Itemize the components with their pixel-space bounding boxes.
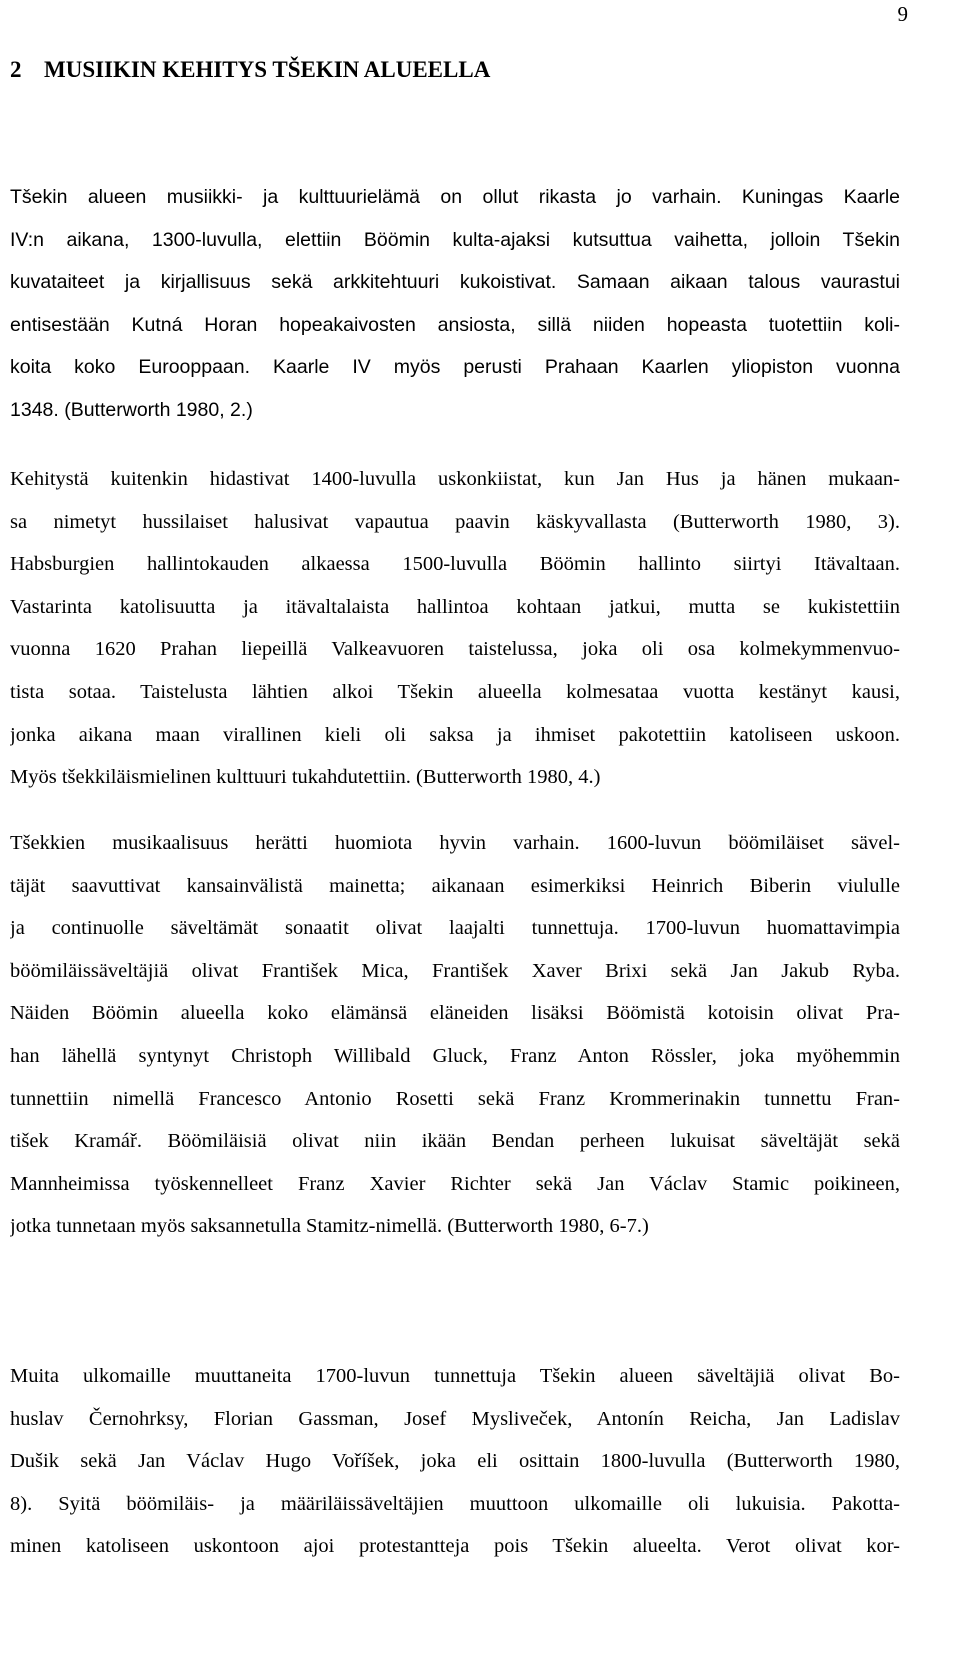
paragraph-3 [10, 822, 900, 1248]
paragraph-line: Dušik sekä Jan Václav Hugo Voříšek, joka eli osittain 1800-luvulla (Butterworth 1980, [10, 1450, 900, 1473]
paragraph-line: han lähellä syntynyt Christoph Willibald Gluck, Franz Anton Rössler, joka myöhemmin [10, 1044, 900, 1067]
paragraph-line: Habsburgien hallintokauden alkaessa 1500-luvulla Böömin hallinto siirtyi Itävaltaan. [10, 553, 900, 576]
paragraph-line: tista sotaa. Taistelusta lähtien alkoi Tšekin alueella kolmesataa vuotta kestänyt kausi, [10, 680, 900, 703]
paragraph-4 [10, 1355, 900, 1568]
paragraph-line: tišek Kramář. Böömiläisiä olivat niin ikään Bendan perheen lukuisat säveltäjät sekä [10, 1130, 900, 1153]
paragraph-line: tunnettiin nimellä Francesco Antonio Rosetti sekä Franz Krommerinakin tunnettu Fran- [10, 1087, 900, 1110]
paragraph-line: Muita ulkomaille muuttaneita 1700-luvun tunnettuja Tšekin alueen säveltäjiä olivat Bo- [10, 1365, 900, 1387]
paragraph-line: Kehitystä kuitenkin hidastivat 1400-luvulla uskonkiistat, kun Jan Hus ja hänen mukaan- [10, 468, 900, 490]
paragraph-line: minen katoliseen uskontoon ajoi protestantteja pois Tšekin alueelta. Verot olivat kor- [10, 1535, 900, 1558]
paragraph-line: Tšekkien musikaalisuus herätti huomiota hyvin varhain. 1600-luvun böömiläiset sävel- [10, 832, 900, 854]
paragraph-line: kuvataiteet ja kirjallisuus sekä arkkitehtuuri kukoistivat. Samaan aikaan talous vaurastui [10, 271, 900, 294]
paragraph-line: jonka aikana maan virallinen kieli oli saksa ja ihmiset pakotettiin katoliseen uskoon. [10, 723, 900, 746]
paragraph-line: Vastarinta katolisuutta ja itävaltalaista hallintoa kohtaan jatkui, mutta se kukistettiin [10, 595, 900, 618]
paragraph-line: ja continuolle säveltämät sonaatit olivat laajalti tunnettuja. 1700-luvun huomattavimpia [10, 917, 900, 940]
paragraph-line: vuonna 1620 Prahan liepeillä Valkeavuoren taistelussa, joka oli osa kolmekymmenvuo- [10, 638, 900, 661]
paragraph-1 [10, 176, 900, 432]
section-title: MUSIIKIN KEHITYS TŠEKIN ALUEELLA [44, 57, 491, 82]
paragraph-line: böömiläissäveltäjiä olivat František Mica, František Xaver Brixi sekä Jan Jakub Ryba. [10, 959, 900, 982]
paragraph-line: 8). Syitä böömiläis- ja määriläissäveltäjien muuttoon ulkomaille oli lukuisia. Pakotta- [10, 1492, 900, 1515]
paragraph-line: täjät saavuttivat kansainvälistä mainetta; aikanaan esimerkiksi Heinrich Biberin viululle [10, 874, 900, 897]
paragraph-line: koita koko Eurooppaan. Kaarle IV myös perusti Prahaan Kaarlen yliopiston vuonna [10, 356, 900, 379]
paragraph-line: entisestään Kutná Horan hopeakaivosten ansiosta, sillä niiden hopeasta tuotettiin koli- [10, 313, 900, 336]
section-heading [10, 54, 490, 86]
paragraph-line: jotka tunnetaan myös saksannetulla Stamitz-nimellä. (Butterworth 1980, 6-7.) [10, 1215, 649, 1238]
paragraph-line: Näiden Böömin alueella koko elämänsä eläneiden lisäksi Böömistä kotoisin olivat Pra- [10, 1002, 900, 1025]
page-number: 9 [897, 2, 908, 26]
paragraph-line: IV:n aikana, 1300-luvulla, elettiin Böömin kulta-ajaksi kutsuttua vaihetta, jolloin Tšekin [10, 228, 900, 251]
paragraph-line: 1348. (Butterworth 1980, 2.) [10, 398, 253, 421]
paragraph-line: Mannheimissa työskennelleet Franz Xavier Richter sekä Jan Václav Stamic poikineen, [10, 1172, 900, 1195]
paragraph-2 [10, 458, 900, 799]
section-number: 2 [10, 57, 22, 82]
paragraph-line: Tšekin alueen musiikki- ja kulttuurielämä on ollut rikasta jo varhain. Kuningas Kaarle [10, 186, 900, 208]
paragraph-line: huslav Černohrksy, Florian Gassman, Josef Mysliveček, Antonín Reicha, Jan Ladislav [10, 1407, 900, 1430]
paragraph-line: sa nimetyt hussilaiset halusivat vapautua paavin käskyvallasta (Butterworth 1980, 3). [10, 510, 900, 533]
paragraph-line: Myös tšekkiläismielinen kulttuuri tukahdutettiin. (Butterworth 1980, 4.) [10, 766, 601, 789]
